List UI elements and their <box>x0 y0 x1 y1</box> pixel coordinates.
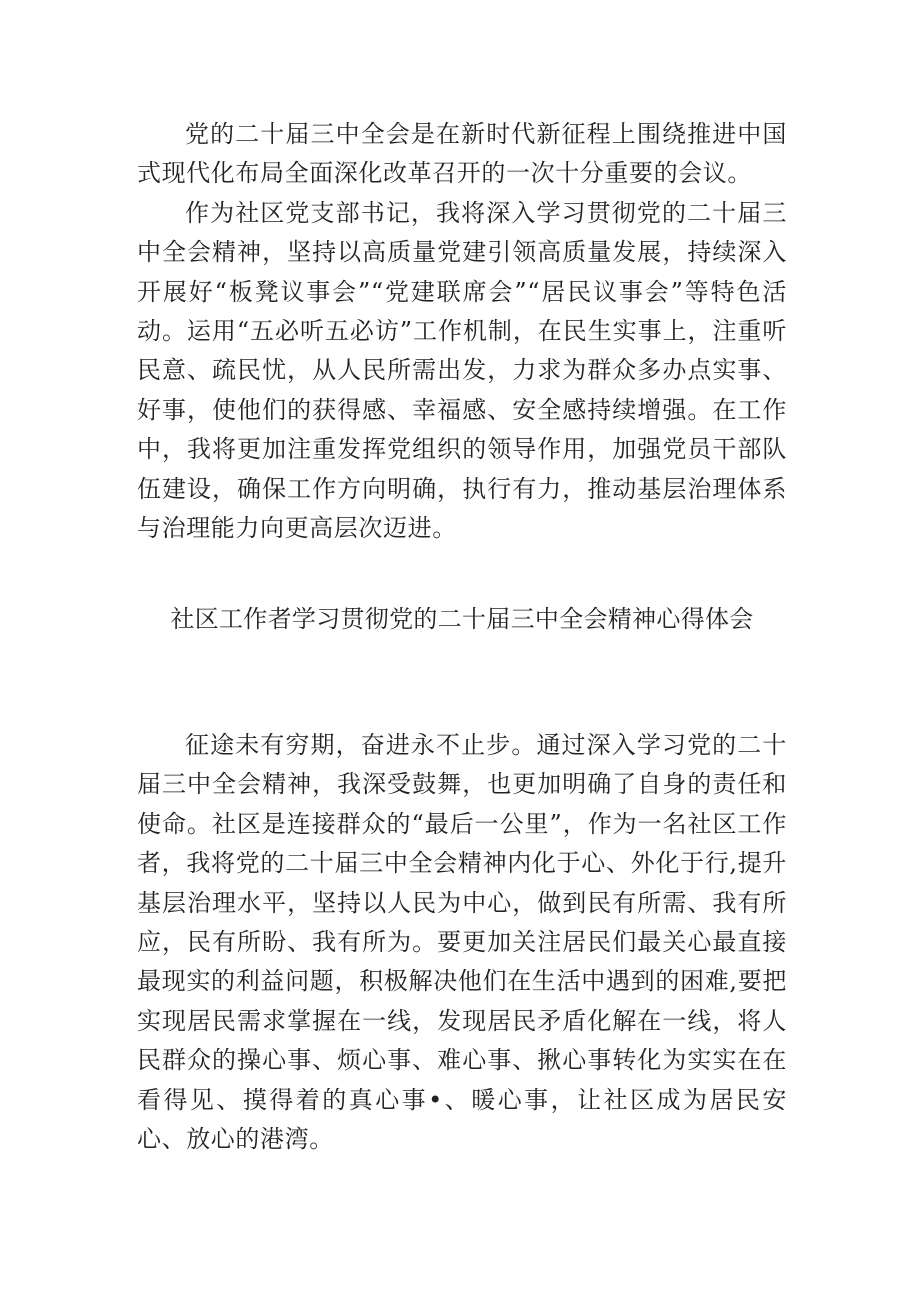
paragraph-3: 征途未有穷期，奋进永不止步。通过深入学习党的二十届三中全会精神，我深受鼓舞，也更加明确了自身的责任和使命。社区是连接群众的“最后一公里”，作为一名社区工作者，我将党的二十届三中全会精神内化于心、外化于行,提升基层治理水平，坚持以人民为中心，做到民有所需、我有所应，民有所盼、我有所为。要更加关注居民们最关心最直接最现实的利益问题，积极解决他们在生活中遇到的困难,要把实现居民需求掌握在一线，发现居民矛盾化解在一线，将人民群众的操心事、烦心事、难心事、揪心事转化为实实在在看得见、摸得着的真心事•、暖心事，让社区成为居民安心、放心的港湾。 <box>137 731 787 1154</box>
section-2-title: 社区工作者学习贯彻党的二十届三中全会精神心得体会 <box>170 605 754 633</box>
section-2-body <box>137 726 787 1159</box>
section-1-body <box>137 115 787 548</box>
paragraph-2: 作为社区党支部书记，我将深入学习贯彻党的二十届三中全会精神，坚持以高质量党建引领高质量发展，持续深入开展好“板凳议事会”“党建联席会”“居民议事会”等特色活动。运用“五必听五必访”工作机制，在民生实事上，注重听民意、疏民忧，从人民所需出发，力求为群众多办点实事、好事，使他们的获得感、幸福感、安全感持续增强。在工作中，我将更加注重发挥党组织的领导作用，加强党员干部队伍建设，确保工作方向明确，执行有力，推动基层治理体系与治理能力向更高层次迈进。 <box>137 198 787 543</box>
paragraph-1: 党的二十届三中全会是在新时代新征程上围绕推进中国式现代化布局全面深化改革召开的一次十分重要的会议。 <box>137 120 787 188</box>
